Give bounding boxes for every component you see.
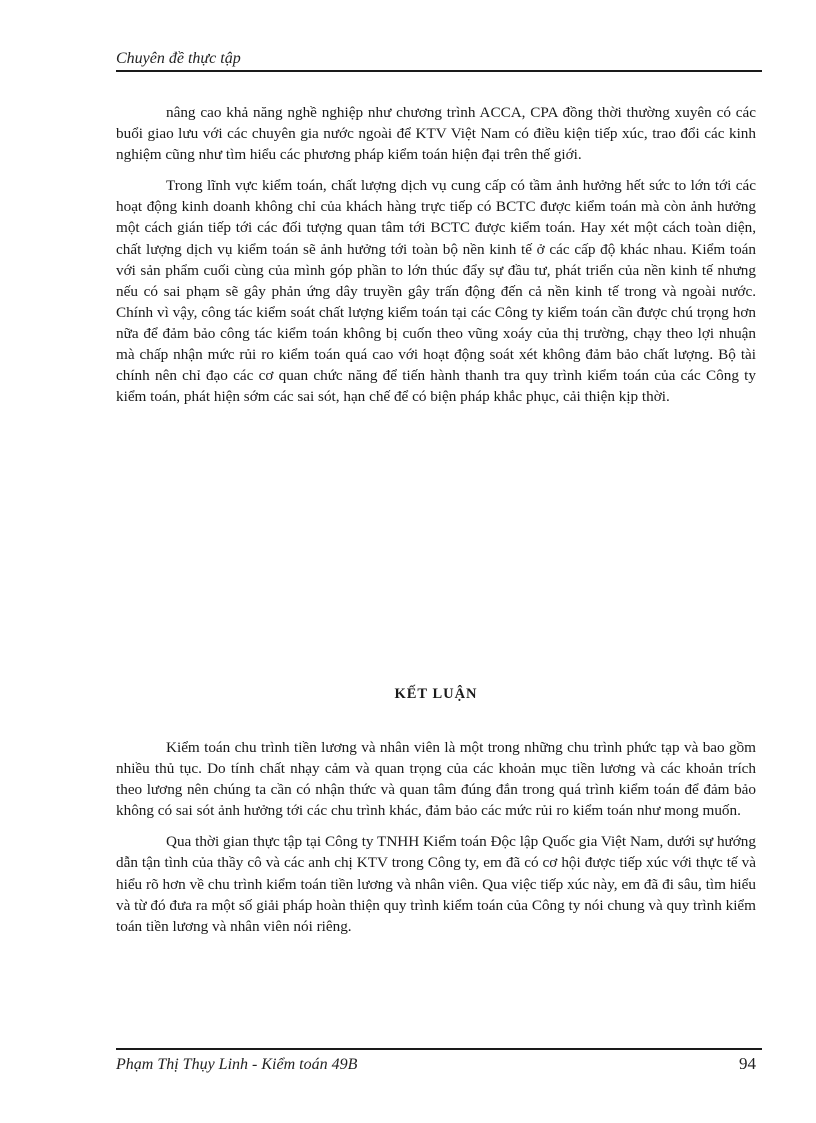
conclusion-heading: KẾT LUẬN: [394, 686, 478, 702]
section-one-body: [116, 102, 756, 417]
header-title: Chuyên đề thực tập: [116, 50, 241, 67]
page-number: 94: [739, 1054, 756, 1073]
paragraph: Trong lĩnh vực kiểm toán, chất lượng dịch vụ cung cấp có tầm ảnh hưởng hết sức to lớn tới các hoạt động kinh doanh không chỉ của khách hàng trực tiếp có BCTC được kiểm toán mà còn ảnh hưởng một cách gián tiếp tới các đối tượng quan tâm tới BCTC được kiểm toán. Hay xét một cách toàn diện, chất lượng dịch vụ kiểm toán sẽ ảnh hưởng tới toàn bộ nền kinh tế ở các cấp độ khác nhau. Kiểm toán với sản phẩm cuối cùng của mình góp phần to lớn thúc đẩy sự đầu tư, phát triển của nền kinh tế nhưng nếu có sai phạm sẽ gây phản ứng dây truyền gây trấn động đến cả nền kinh tế trong và ngoài nước. Chính vì vậy, công tác kiểm soát chất lượng kiểm toán tại các Công ty kiểm toán cần được chú trọng hơn nữa để đảm bảo công tác kiểm toán không bị cuốn theo vũng xoáy của thị trường, chạy theo lợi nhuận mà chấp nhận mức rủi ro kiểm toán quá cao với hoạt động soát xét không đảm bảo chất lượng. Bộ tài chính nên chỉ đạo các cơ quan chức năng để tiến hành thanh tra quy trình kiểm toán của các Công ty kiểm toán, phát hiện sớm các sai sót, hạn chế để có biện pháp khắc phục, cải thiện kịp thời.: [116, 177, 756, 406]
paragraph: Kiểm toán chu trình tiền lương và nhân viên là một trong những chu trình phức tạp và bao gồm nhiều thủ tục. Do tính chất nhạy cảm và quan trọng của các khoản mục tiền lương và các khoản trích theo lương nên chúng ta cần có nhận thức và quan tâm đúng đắn trong quá trình kiểm toán để đảm bảo không có sai sót ảnh hưởng tới các chu trình khác, đảm bảo các mức rủi ro kiểm toán như mong muốn.: [116, 739, 756, 820]
page-footer: [116, 1048, 762, 1078]
conclusion-body: [116, 737, 756, 947]
paragraph: nâng cao khả năng nghề nghiệp như chương trình ACCA, CPA đồng thời thường xuyên có các buổi giao lưu với các chuyên gia nước ngoài để KTV Việt Nam có điều kiện tiếp xúc, trao đổi các kinh nghiệm cũng như tìm hiểu các phương pháp kiểm toán hiện đại trên thế giới.: [116, 104, 756, 164]
footer-author: Phạm Thị Thụy Linh - Kiểm toán 49B: [116, 1056, 358, 1073]
header-rule: [116, 70, 762, 72]
footer-rule: [116, 1048, 762, 1050]
page-header: [116, 48, 762, 72]
paragraph: Qua thời gian thực tập tại Công ty TNHH Kiểm toán Độc lập Quốc gia Việt Nam, dưới sự hướng dẫn tận tình của thầy cô và các anh chị KTV trong Công ty, em đã có cơ hội được tiếp xúc với thực tế và hiểu rõ hơn về chu trình kiểm toán tiền lương và nhân viên. Qua việc tiếp xúc này, em đã đi sâu, tìm hiểu và từ đó đưa ra một số giải pháp hoàn thiện quy trình kiểm toán của Công ty nói chung và quy trình kiểm toán tiền lương và nhân viên nói riêng.: [116, 833, 756, 935]
